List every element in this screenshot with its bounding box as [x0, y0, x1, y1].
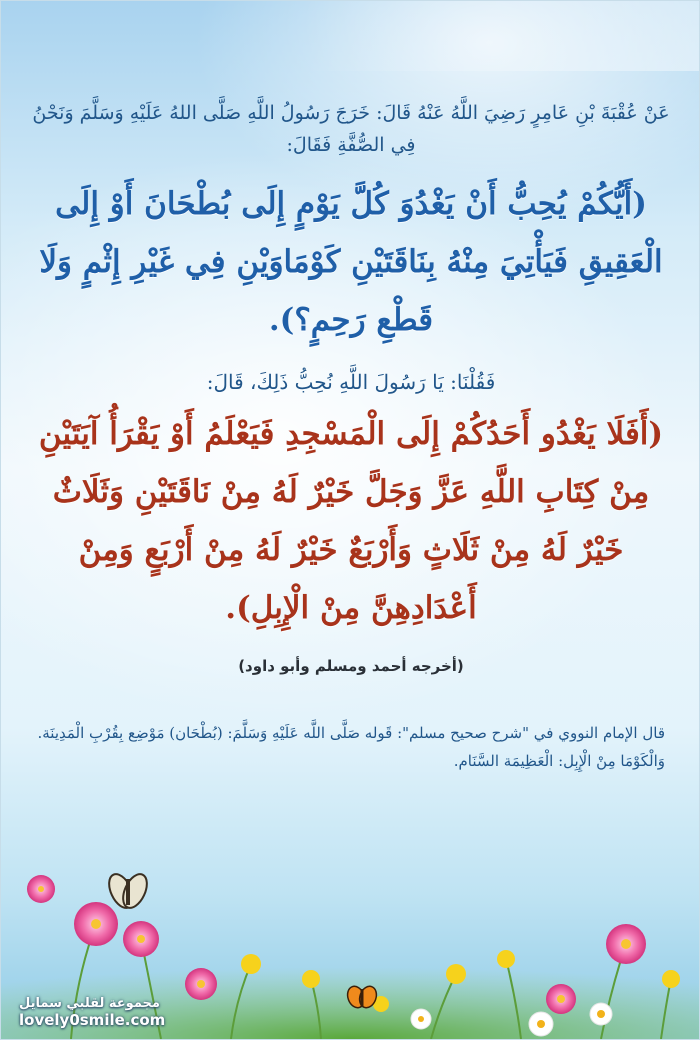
hadith-source: (أخرجه أحمد ومسلم وأبو داود) — [238, 657, 464, 675]
calligraphy-watermark — [301, 1, 700, 71]
butterfly-icon — [104, 870, 151, 911]
nawawi-commentary: قال الإمام النووي في "شرح صحيح مسلم": قَوله صَلَّى اللَّه عَلَيْهِ وَسَلَّمَ: (بُطْحَان) مَوْضِع بِقُرْبِ الْمَدِينَة. وَالْكَوْمَا مِنْ الْإِبِل: الْعَظِيمَة السَّنَام. — [37, 724, 665, 770]
narration-text: عَنْ عُقْبَةَ بْنِ عَامِرٍ رَضِيَ اللَّهُ عَنْهُ قَالَ: خَرَجَ رَسُولُ اللَّهِ صَلَّى اللهُ عَلَيْهِ وَسَلَّمَ وَنَحْنُ فِي الصُّفَّةِ فَقَالَ: — [32, 102, 670, 156]
hadith-second-part: (أَفَلَا يَغْدُو أَحَدُكُمْ إِلَى الْمَسْجِدِ فَيَعْلَمُ أَوْ يَقْرَأُ آيَتَيْنِ مِنْ كِتَابِ اللَّهِ عَزَّ وَجَلَّ خَيْرٌ لَهُ مِنْ نَاقَتَيْنِ وَثَلَاثٌ خَيْرٌ لَهُ مِنْ ثَلَاثٍ وَأَرْبَعٌ خَيْرٌ لَهُ مِنْ أَرْبَعٍ وَمِنْ أَعْدَادِهِنَّ مِنْ الْإِبِلِ). — [38, 416, 664, 626]
hadith-content — [29, 97, 673, 790]
site-logo-arabic: مجموعة لقلبي سمايل — [19, 996, 160, 1011]
companions-reply: فَقُلْنَا: يَا رَسُولَ اللَّهِ نُحِبُّ ذَلِكَ، قَالَ: — [206, 370, 496, 394]
site-logo — [19, 996, 165, 1029]
hadith-first-part: (أَيُّكُمْ يُحِبُّ أَنْ يَغْدُوَ كُلَّ يَوْمٍ إِلَى بُطْحَانَ أَوْ إِلَى الْعَقِيقِ فَيَأْتِيَ مِنْهُ بِنَاقَتَيْنِ كَوْمَاوَيْنِ فِي غَيْرِ إِثْمٍ وَلَا قَطْعِ رَحِمٍ؟). — [39, 186, 663, 338]
site-logo-url: lovely0smile.com — [19, 1011, 166, 1029]
